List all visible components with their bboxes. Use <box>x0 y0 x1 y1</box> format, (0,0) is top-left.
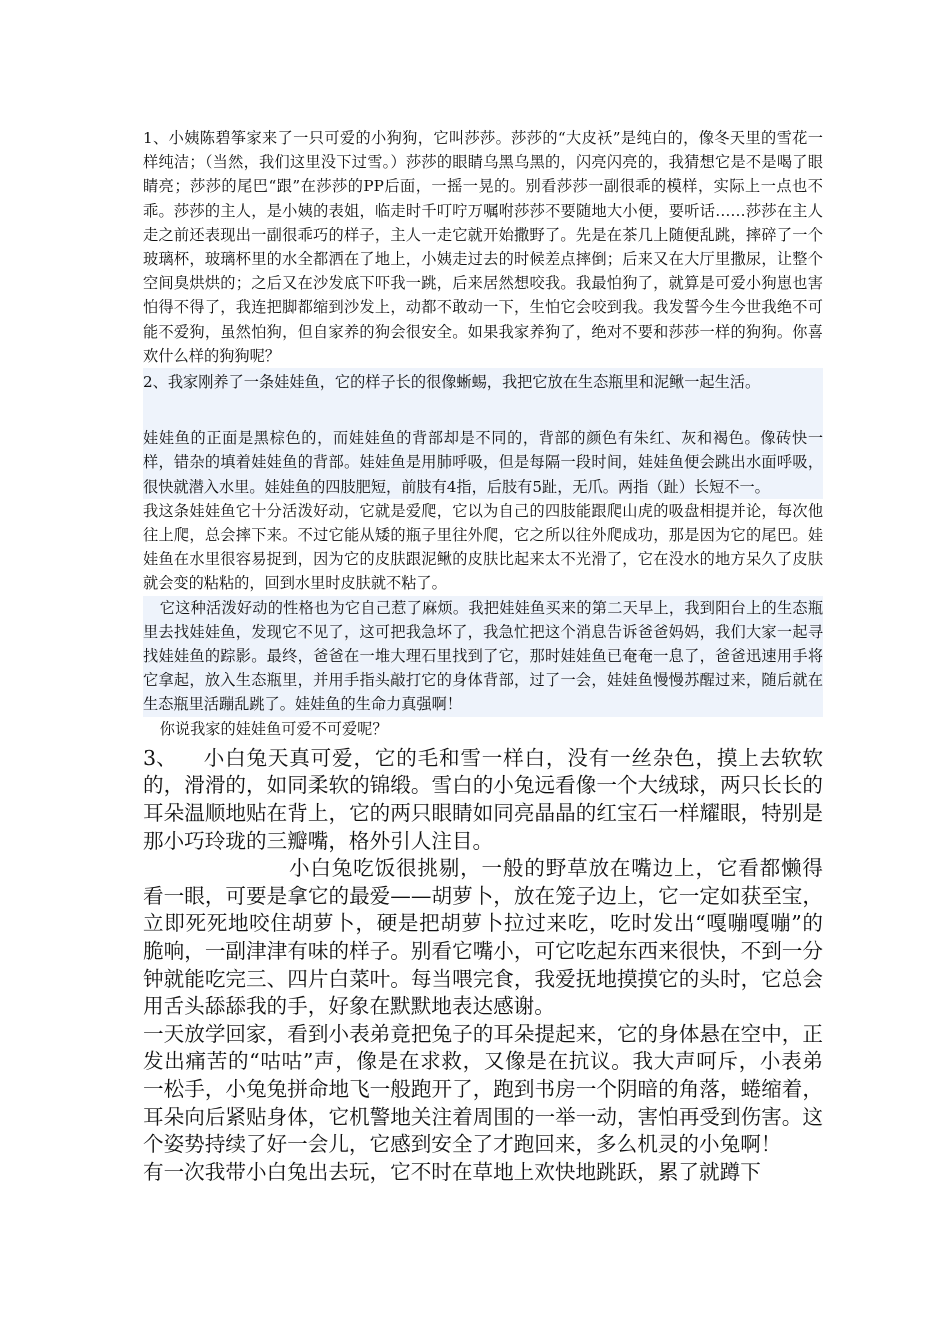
section-2-block <box>143 368 823 741</box>
blank-line <box>143 394 823 426</box>
section-3-paragraph-4: 有一次我带小白兔出去玩，它不时在草地上欢快地跳跃，累了就蹲下 <box>143 1159 761 1184</box>
section-3-paragraph-3: 一天放学回家，看到小表弟竟把兔子的耳朵提起来，它的身体悬在空中，正发出痛苦的“咕咕”声，像是在求救，又像是在抗议。我大声呵斥，小表弟一松手，小兔兔拼命地飞一般跑开了，跑到书房一个阴暗的角落，蜷缩着，耳朵向后紧贴身体，它机警地关注着周围的一举一动，害怕再受到伤害。这个姿势持续了好一会儿，它感到安全了才跑回来，多么机灵的小兔啊！ <box>143 1021 823 1157</box>
document-page <box>143 120 823 1186</box>
section-2-heading: 2、我家刚养了一条娃娃鱼，它的样子长的很像蜥蜴，我把它放在生态瓶里和泥鳅一起生活。 <box>143 373 761 392</box>
section-2-paragraph-2: 我这条娃娃鱼它十分活泼好动，它就是爱爬，它以为自己的四肢能跟爬山虎的吸盘相提并论，每次他往上爬，总会摔下来。不过它能从矮的瓶子里往外爬，它之所以往外爬成功，那是因为它的尾巴。娃娃鱼在水里很容易捉到，因为它的皮肤跟泥鳅的皮肤比起来太不光滑了，它在没水的地方呆久了皮肤就会变的粘粘的，回到水里时皮肤就不粘了。 <box>143 499 823 596</box>
section-2-paragraph-4: 你说我家的娃娃鱼可爱不可爱呢？ <box>143 717 823 741</box>
section-1-paragraph: 1、小姨陈碧筝家来了一只可爱的小狗狗，它叫莎莎。莎莎的“大皮袄”是纯白的，像冬天里的雪花一样纯洁；（当然，我们这里没下过雪。）莎莎的眼睛乌黑乌黑的，闪亮闪亮的，我猜想它是不是喝了眼睛亮；莎莎的尾巴“跟”在莎莎的PP后面，一摇一晃的。别看莎莎一副很乖的模样，实际上一点也不乖。莎莎的主人，是小姨的表姐，临走时千叮咛万嘱咐莎莎不要随地大小便，要听话……莎莎在主人走之前还表现出一副很乖巧的样子，主人一走它就开始撒野了。先是在茶几上随便乱跳，摔碎了一个玻璃杯，玻璃杯里的水全都洒在了地上，小姨走过去的时候差点摔倒；后来又在大厅里撒尿，让整个空间臭烘烘的；之后又在沙发底下吓我一跳，后来居然想咬我。我最怕狗了，就算是可爱小狗崽也害怕得不得了，我连把脚都缩到沙发上，动都不敢动一下，生怕它会咬到我。我发誓今生今世我绝不可能不爱狗，虽然怕狗，但自家养的狗会很安全。如果我家养狗了，绝对不要和莎莎一样的狗狗。你喜欢什么样的狗狗呢？ <box>143 129 823 365</box>
section-3-paragraph-1 <box>143 745 823 855</box>
section-2-paragraph-1: 娃娃鱼的正面是黑棕色的，而娃娃鱼的背部却是不同的，背部的颜色有朱红、灰和褐色。像砖快一样，错杂的填着娃娃鱼的背部。娃娃鱼是用肺呼吸，但是每隔一段时间，娃娃鱼便会跳出水面呼吸，很快就潜入水里。娃娃鱼的四肢肥短，前肢有4指，后肢有5趾，无爪。两指（趾）长短不一。 <box>143 429 823 496</box>
section-3-number: 3、 <box>143 745 177 770</box>
section-3-paragraph-1-text: 小白兔天真可爱，它的毛和雪一样白，没有一丝杂色，摸上去软软的，滑滑的，如同柔软的锦缎。雪白的小兔远看像一个大绒球，两只长长的耳朵温顺地贴在背上，它的两只眼睛如同亮晶晶的红宝石一样耀眼，特别是那小巧玲珑的三瓣嘴，格外引人注目。 <box>143 745 823 853</box>
section-3-paragraph-2: 小白兔吃饭很挑剔，一般的野草放在嘴边上，它看都懒得看一眼，可要是拿它的最爱——胡萝卜，放在笼子边上，它一定如获至宝，立即死死地咬住胡萝卜，硬是把胡萝卜拉过来吃，吃时发出“嘎嘣嘎嘣”的脆响，一副津津有味的样子。别看它嘴小，可它吃起东西来很快，不到一分钟就能吃完三、四片白菜叶。每当喂完食，我爱抚地摸摸它的头时，它总会用舌头舔舔我的手，好象在默默地表达感谢。 <box>143 856 823 1019</box>
section-2-paragraph-3: 它这种活泼好动的性格也为它自己惹了麻烦。我把娃娃鱼买来的第二天早上，我到阳台上的生态瓶里去找娃娃鱼，发现它不见了，这可把我急坏了，我急忙把这个消息告诉爸爸妈妈，我们大家一起寻找娃娃鱼的踪影。最终，爸爸在一堆大理石里找到了它，那时娃娃鱼已奄奄一息了，爸爸迅速用手将它拿起，放入生态瓶里，并用手指头敲打它的身体背部，过了一会，娃娃鱼慢慢苏醒过来，随后就在生态瓶里活蹦乱跳了。娃娃鱼的生命力真强啊！ <box>143 598 823 714</box>
section-3-block <box>143 745 823 1187</box>
